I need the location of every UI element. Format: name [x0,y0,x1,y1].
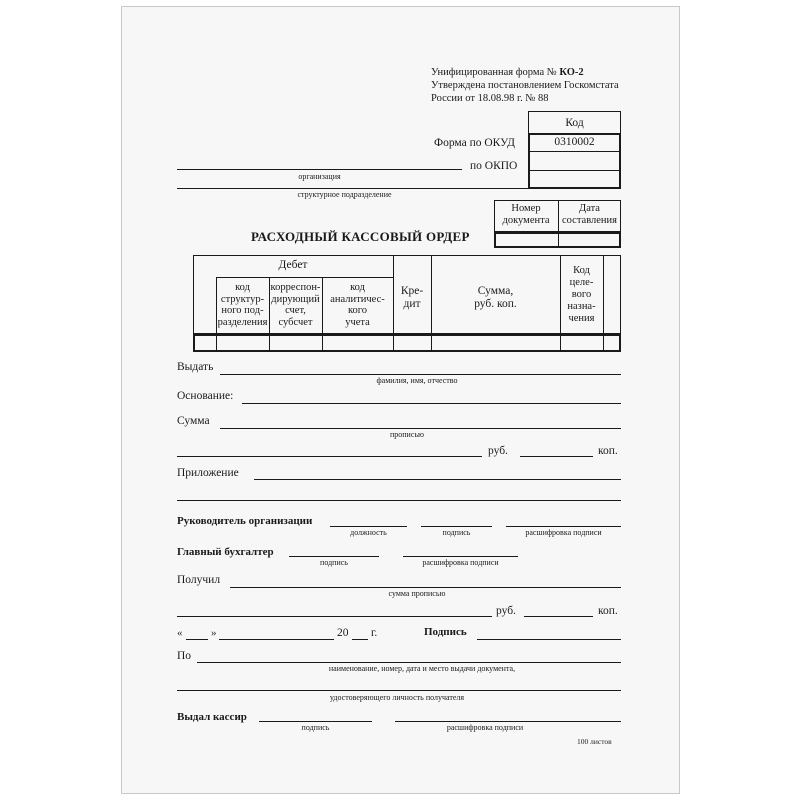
col-purpose-l2: целе- [569,277,594,288]
col-analytic-l3: кого [347,305,368,316]
table-value-row[interactable] [193,334,621,352]
form-prefix: Унифицированная форма № [431,67,560,78]
organization-caption: организация [298,172,341,181]
date-year-suffix: г. [371,627,378,639]
head-position-caption: должность [350,528,387,537]
sheets-count: 100 листов [577,737,612,746]
vydat-line[interactable] [220,374,621,375]
identity-caption: удостоверяющего личность получателя [329,693,465,702]
col-corr-l4: субсчет [278,316,313,328]
summa-line[interactable] [220,428,621,429]
col-purpose-l4: назна- [567,301,596,312]
kod-header: Код [528,111,621,133]
document-title: РАСХОДНЫЙ КАССОВЫЙ ОРДЕР [251,229,470,244]
doc-date-header-l2: составления [562,215,617,226]
podpis-line[interactable] [477,639,621,640]
summa-label: Сумма [177,415,210,427]
debet-header: Дебет [278,259,308,271]
rub-label-1: руб. [488,445,508,457]
chief-sign-line[interactable] [289,556,379,557]
cashier-label: Выдал кассир [177,711,247,723]
col-subdivision-header [216,282,269,328]
col-credit-header [393,285,431,311]
cashier-sign-line[interactable] [259,721,372,722]
form-reference [431,67,584,78]
okpo-label: по ОКПО [470,160,518,172]
vydat-label: Выдать [177,361,214,373]
col-credit-l2: дит [403,298,421,310]
table-vline-7 [603,255,604,352]
head-label: Руководитель организации [177,515,313,527]
head-position-line[interactable] [330,526,407,527]
poluchil-label: Получил [177,574,221,586]
approved-line-2: России от 18.08.98 г. № 88 [431,93,549,104]
date-month-line[interactable] [219,639,334,640]
subdivision-caption: структурное подразделение [297,190,392,199]
po-label: По [177,650,192,662]
okud-label: Форма по ОКУД [434,137,515,149]
prilozhenie-label: Приложение [177,467,239,479]
col-subdiv-l2: структур- [220,293,265,305]
form-sheet [121,6,680,794]
poluchil-line[interactable] [230,587,621,588]
doc-number-header-l2: документа [502,215,550,226]
code-row-divider-2 [528,170,621,171]
date-close-quote: » [211,627,217,639]
col-purpose-l5: чения [568,313,595,324]
chief-decode-caption: расшифровка подписи [422,558,499,567]
code-row-divider-1 [528,151,621,152]
date-year-line[interactable] [352,639,368,640]
chief-decode-line[interactable] [403,556,518,557]
chief-label: Главный бухгалтер [177,546,274,558]
po-line-2[interactable] [177,690,621,691]
kop-label-2: коп. [598,605,618,617]
col-subdiv-l3: ного под- [221,305,264,316]
okud-value: 0310002 [554,136,595,148]
form-code: КО-2 [559,67,584,78]
sum-propisyu-caption: сумма прописью [388,589,446,598]
col-analytic-l2: аналитичес- [330,293,385,305]
col-subdiv-l1: код [235,282,250,293]
col-analytic-header [322,282,393,328]
osnovanie-label: Основание: [177,390,234,402]
cashier-decode-line[interactable] [395,721,621,722]
summa-line-2[interactable] [177,456,482,457]
fio-caption: фамилия, имя, отчество [376,376,458,385]
col-sum-l2: руб. коп. [474,298,517,310]
date-year-prefix: 20 [337,627,349,639]
head-decode-caption: расшифровка подписи [525,528,602,537]
kop-line-2[interactable] [524,616,593,617]
head-sign-caption: подпись [442,528,471,537]
table-header-bottom [193,333,621,334]
doc-date-header-l1: Дата [579,203,600,214]
prilozhenie-line[interactable] [254,479,621,480]
kop-line-1[interactable] [520,456,593,457]
doc-number-header-l1: Номер [511,203,541,214]
kop-label-1: коп. [598,445,618,457]
head-decode-line[interactable] [506,526,621,527]
head-sign-line[interactable] [421,526,492,527]
organization-line[interactable] [177,169,462,170]
col-sum-header [431,285,560,311]
po-line[interactable] [197,662,621,663]
col-purpose-l3: вого [571,289,592,300]
col-credit-l1: Кре- [400,285,424,297]
debet-underline [216,277,393,278]
col-subdiv-l4: разделения [217,316,268,328]
date-day-line[interactable] [186,639,208,640]
col-corr-header [269,282,322,328]
chief-sign-caption: подпись [320,558,348,567]
col-analytic-l1: код [350,282,365,293]
cashier-sign-caption: подпись [301,723,330,732]
col-sum-l1: Сумма, [477,285,514,297]
approved-line-1: Утверждена постановлением Госкомстата [431,80,619,91]
subdivision-line[interactable] [177,188,621,189]
col-corr-l1: корреспон- [270,282,321,293]
col-corr-l3: счет, [285,305,306,316]
doc-caption: наименование, номер, дата и место выдачи документа, [328,664,516,673]
col-corr-l2: дирующий [271,293,320,305]
date-open-quote: « [177,627,183,639]
col-analytic-l4: учета [345,316,370,328]
rub-label-2: руб. [496,605,516,617]
doc-date-header [558,203,621,227]
prilozhenie-line-2[interactable] [177,500,621,501]
doc-value-row[interactable] [494,232,621,248]
poluchil-line-2[interactable] [177,616,492,617]
col-purpose-l1: Код [573,265,590,276]
propisyu-caption: прописью [389,430,425,439]
osnovanie-line[interactable] [242,403,621,404]
doc-number-header [494,203,558,227]
podpis-label: Подпись [424,626,467,638]
cashier-decode-caption: расшифровка подписи [446,723,524,732]
col-purpose-header [560,265,603,325]
